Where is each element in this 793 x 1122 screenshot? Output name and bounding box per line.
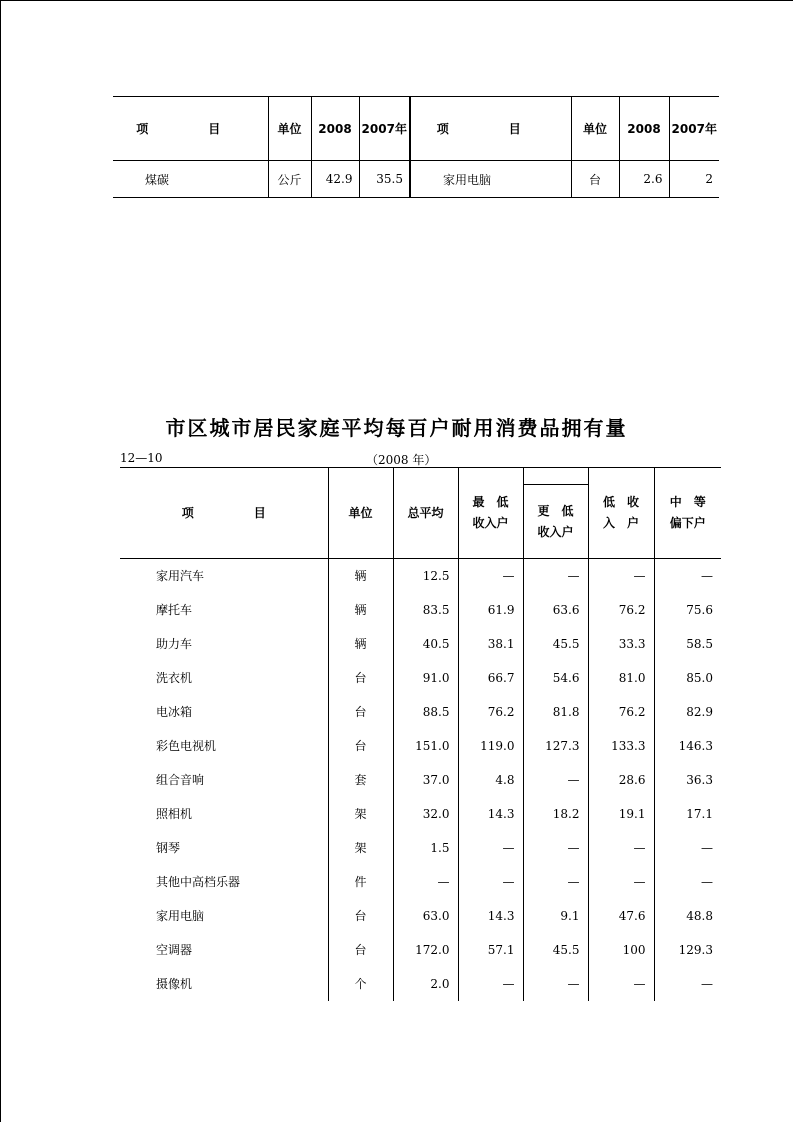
header-midlow-line1: 中 等 (669, 495, 706, 509)
cell-unit: 台 (328, 661, 393, 695)
cell-name: 家用汽车 (156, 569, 205, 584)
cell-unit: 件 (328, 865, 393, 899)
cell-low: 28.6 (588, 763, 654, 797)
cell-name: 组合音响 (156, 773, 205, 787)
cell-lowest: 66.7 (458, 661, 523, 695)
cell-lowest: — (458, 865, 523, 899)
table-row (120, 831, 721, 865)
cell-unit: 架 (328, 797, 393, 831)
header-lower-line1: 更 低 (537, 503, 574, 518)
cell-lower: 63.6 (523, 593, 588, 627)
main-table (120, 467, 721, 1001)
header-2007-2: 2007年 (669, 97, 719, 161)
cell-low: 76.2 (588, 695, 654, 729)
cell-low: — (588, 559, 654, 593)
cell-unit: 台 (328, 899, 393, 933)
header-midlow (654, 468, 721, 559)
cell-name: 摄像机 (156, 977, 193, 991)
header-midlow-line2: 偏下户 (669, 516, 706, 530)
cell-low: — (588, 831, 654, 865)
cell-unit: 台 (328, 729, 393, 763)
cell-lower: 127.3 (523, 729, 588, 763)
cell-lower: — (523, 865, 588, 899)
cell-lowest: — (458, 559, 523, 593)
cell-low: — (588, 865, 654, 899)
cell-midlow: 48.8 (654, 899, 721, 933)
cell-name: 电冰箱 (156, 705, 193, 719)
header-unit: 单位 (328, 468, 393, 559)
cell-unit: 台 (328, 933, 393, 967)
header-unit: 单位 (268, 97, 311, 161)
cell-name: 其他中高档乐器 (156, 875, 241, 889)
cell-2008: 42.9 (311, 161, 359, 198)
cell-lower: 54.6 (523, 661, 588, 695)
cell-lower: 9.1 (523, 899, 588, 933)
cell-avg: 1.5 (393, 831, 458, 865)
cell-lowest: — (458, 967, 523, 1001)
cell-low: 19.1 (588, 797, 654, 831)
cell-lowest: 14.3 (458, 899, 523, 933)
main-table-header-row (120, 468, 721, 559)
header-avg: 总平均 (393, 468, 458, 559)
cell-lower: 18.2 (523, 797, 588, 831)
year-note: （2008 年） (366, 453, 437, 467)
cell-midlow: 36.3 (654, 763, 721, 797)
cell-unit: 架 (328, 831, 393, 865)
table-row (120, 661, 721, 695)
top-table-header-row (113, 97, 719, 161)
table-number: 12—10 (120, 451, 163, 465)
table-row (113, 161, 719, 198)
cell-name: 煤碳 (113, 161, 268, 198)
table-row (120, 865, 721, 899)
cell-avg: 12.5 (393, 559, 458, 593)
cell-midlow: 82.9 (654, 695, 721, 729)
header-low-line1: 低 收 (602, 495, 639, 509)
cell-unit: 公斤 (268, 161, 311, 198)
cell-unit: 辆 (328, 559, 393, 593)
cell-avg: 91.0 (393, 661, 458, 695)
table-row (120, 593, 721, 627)
cell-midlow: 146.3 (654, 729, 721, 763)
cell-unit-2: 台 (571, 161, 619, 198)
header-item: 项 目 (113, 97, 268, 161)
header-2007: 2007年 (359, 97, 410, 161)
page-title: 市区城市居民家庭平均每百户耐用消费品拥有量 (165, 416, 628, 440)
cell-name: 彩色电视机 (156, 739, 217, 753)
main-table-body (120, 559, 721, 1001)
cell-unit: 个 (328, 967, 393, 1001)
cell-avg: 37.0 (393, 763, 458, 797)
cell-2007-2: 2 (669, 161, 719, 198)
header-lowest-line1: 最 低 (472, 495, 509, 509)
cell-midlow: 129.3 (654, 933, 721, 967)
cell-avg: 63.0 (393, 899, 458, 933)
table-row (120, 559, 721, 593)
cell-lowest: 61.9 (458, 593, 523, 627)
cell-low: 133.3 (588, 729, 654, 763)
table-row (120, 695, 721, 729)
header-2008-2: 2008 (619, 97, 669, 161)
cell-low: 81.0 (588, 661, 654, 695)
header-low-line2: 入 户 (602, 516, 639, 530)
cell-lower: 45.5 (523, 627, 588, 661)
cell-name: 摩托车 (156, 603, 193, 617)
cell-avg: 40.5 (393, 627, 458, 661)
cell-low: — (588, 967, 654, 1001)
cell-name: 钢琴 (156, 841, 181, 855)
header-lower (523, 468, 588, 559)
cell-lowest: — (458, 831, 523, 865)
cell-lowest: 119.0 (458, 729, 523, 763)
cell-lowest: 4.8 (458, 763, 523, 797)
cell-avg: 151.0 (393, 729, 458, 763)
cell-name-2: 家用电脑 (410, 161, 571, 198)
cell-low: 47.6 (588, 899, 654, 933)
cell-avg: 88.5 (393, 695, 458, 729)
cell-name: 照相机 (156, 807, 193, 821)
cell-name: 家用电脑 (156, 909, 205, 923)
cell-lower: — (523, 763, 588, 797)
header-lowest-line2: 收入户 (472, 516, 509, 530)
cell-lower: — (523, 831, 588, 865)
table-row (120, 899, 721, 933)
header-lower-box (524, 484, 588, 558)
cell-lower: — (523, 967, 588, 1001)
table-row (120, 627, 721, 661)
page-border-left (0, 0, 1, 1122)
table-row (120, 933, 721, 967)
cell-name: 洗衣机 (156, 671, 193, 685)
cell-avg: 83.5 (393, 593, 458, 627)
header-2008: 2008 (311, 97, 359, 161)
cell-lower: 81.8 (523, 695, 588, 729)
cell-avg: 2.0 (393, 967, 458, 1001)
cell-unit: 套 (328, 763, 393, 797)
cell-lowest: 38.1 (458, 627, 523, 661)
header-lower-line2: 收入户 (537, 524, 574, 539)
cell-2007: 35.5 (359, 161, 410, 198)
cell-midlow: 58.5 (654, 627, 721, 661)
header-item-2: 项 目 (410, 97, 571, 161)
cell-lowest: 14.3 (458, 797, 523, 831)
cell-unit: 辆 (328, 593, 393, 627)
cell-avg: 172.0 (393, 933, 458, 967)
cell-lower: 45.5 (523, 933, 588, 967)
cell-avg: 32.0 (393, 797, 458, 831)
header-low (588, 468, 654, 559)
header-item: 项 目 (120, 468, 328, 559)
cell-low: 33.3 (588, 627, 654, 661)
table-row (120, 729, 721, 763)
cell-lowest: 57.1 (458, 933, 523, 967)
cell-midlow: 85.0 (654, 661, 721, 695)
cell-midlow: 17.1 (654, 797, 721, 831)
cell-lower: — (523, 559, 588, 593)
cell-unit: 台 (328, 695, 393, 729)
table-row (120, 763, 721, 797)
cell-midlow: 75.6 (654, 593, 721, 627)
page-border-top (0, 0, 793, 1)
cell-avg: — (393, 865, 458, 899)
cell-midlow: — (654, 967, 721, 1001)
cell-unit: 辆 (328, 627, 393, 661)
cell-name: 助力车 (156, 637, 193, 651)
cell-midlow: — (654, 831, 721, 865)
cell-2008-2: 2.6 (619, 161, 669, 198)
cell-midlow: — (654, 559, 721, 593)
top-table (113, 96, 719, 198)
table-row (120, 967, 721, 1001)
cell-low: 100 (588, 933, 654, 967)
cell-midlow: — (654, 865, 721, 899)
header-lowest (458, 468, 523, 559)
cell-name: 空调器 (156, 943, 193, 957)
header-unit-2: 单位 (571, 97, 619, 161)
cell-lowest: 76.2 (458, 695, 523, 729)
cell-low: 76.2 (588, 593, 654, 627)
table-row (120, 797, 721, 831)
